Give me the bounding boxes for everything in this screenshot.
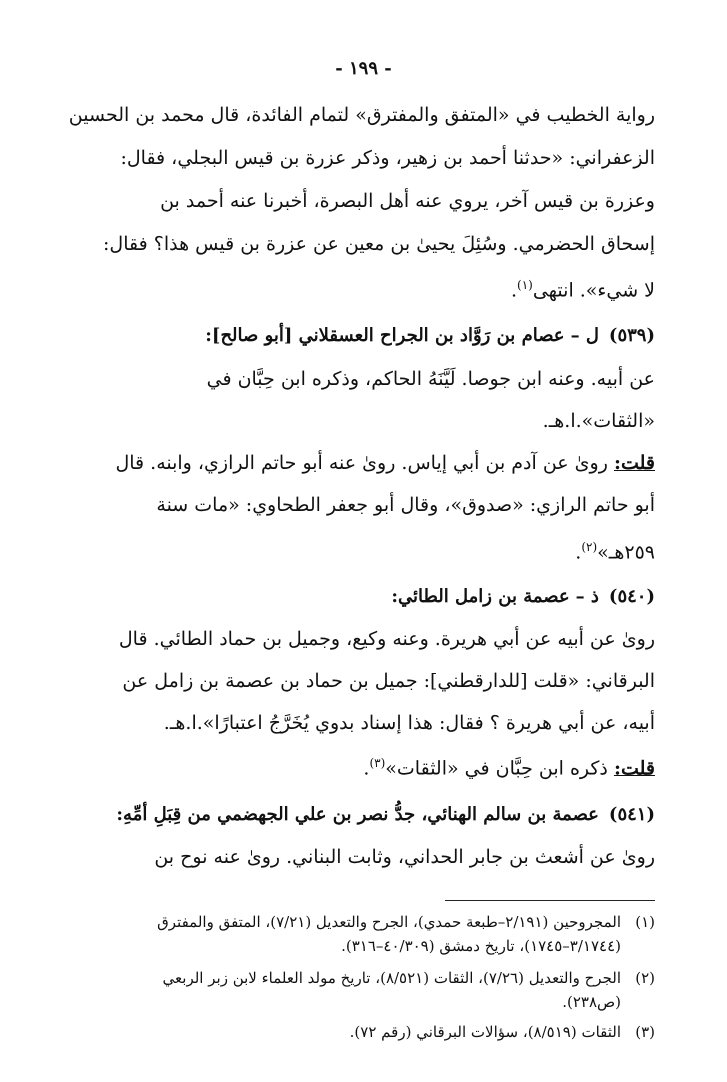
entry-number: (٥٣٩): [608, 325, 655, 346]
page-number: - ١٩٩ -: [335, 58, 392, 79]
footnote-text-cont: (ص٢٣٨).: [562, 993, 621, 1011]
footnote-text: الثقات (٨/٥١٩)، سؤالات البرقاني (رقم ٧٢).: [349, 1023, 621, 1041]
entry-prefix: ل –: [570, 325, 599, 346]
entry-number: (٥٤١): [608, 804, 655, 825]
entry-title: عصمة بن سالم الهنائي، جدُّ نصر بن علي الجهضمي من قِبَلِ أمِّهِ:: [116, 804, 599, 825]
footnote-3: [69, 1020, 655, 1044]
qultu-line: [69, 444, 655, 482]
entry-line: روىٰ عن أشعث بن جابر الحداني، وثابت البناني. روىٰ عنه نوح بن: [154, 846, 655, 868]
entry-heading-541: [69, 797, 655, 833]
footnote-text: الجرح والتعديل (٧/٢٦)، الثقات (٨/٥٢١)، تاريخ مولد العلماء لابن زبر الربعي: [162, 969, 621, 987]
footnote-ref: (١): [517, 278, 533, 292]
period: .: [510, 279, 517, 302]
footnote-number: (٢): [635, 969, 655, 987]
intro-line: وعزرة بن قيس آخر، يروي عنه أهل البصرة، أخبرنا عنه أحمد بن: [160, 190, 655, 212]
footnote-number: (١): [635, 913, 655, 931]
footnote-text-cont: (٣/١٧٤٤–١٧٤٥)، تاريخ دمشق (٤٠/٣٠٩–٣١٦).: [341, 937, 621, 955]
entry-line: «الثقات».ا.هـ.: [542, 410, 655, 432]
entry-line: عن أبيه. وعنه ابن جوصا. لَيَّنَهُ الحاكم، وذكره ابن حِبَّان في: [206, 368, 655, 390]
qultu-text: روىٰ عن آدم بن أبي إياس. روىٰ عنه أبو حاتم الرازي، وابنه. قال: [115, 452, 608, 474]
intro-line-last: [69, 266, 655, 304]
entry-title: عصام بن رَوَّاد بن الجراح العسقلاني [أبو صالح]:: [205, 325, 565, 346]
qultu-label: قلت:: [613, 757, 655, 780]
entry-prefix: ذ –: [575, 586, 599, 607]
entry-heading-539: [69, 318, 655, 354]
qultu-text: ذكره ابن حِبَّان في «الثقات»: [385, 757, 608, 780]
footnote-number: (٣): [635, 1023, 655, 1041]
footnote-ref: (٣): [369, 756, 386, 770]
entry-title: عصمة بن زامل الطائي:: [391, 586, 570, 607]
period: .: [363, 757, 370, 780]
footnote-2: [69, 966, 655, 1014]
intro-line: الزعفراني: «حدثنا أحمد بن زهير، وذكر عزرة بن قيس البجلي، فقال:: [120, 147, 655, 169]
intro-line: رواية الخطيب في «المتفق والمفترق» لتمام الفائدة، قال محمد بن الحسين: [69, 104, 655, 126]
entry-line: أبيه، عن أبي هريرة ؟ فقال: هذا إسناد بدوي يُخَرَّجُ اعتبارًا».ا.هـ.: [163, 712, 655, 734]
footnote-divider: [445, 900, 655, 901]
qultu-line-last: [69, 528, 655, 566]
qultu-label: قلت:: [613, 452, 655, 474]
entry-line: روىٰ عن أبيه عن أبي هريرة. وعنه وكيع، وجميل بن حماد الطائي. قال: [118, 628, 655, 650]
footnote-ref: (٢): [581, 540, 598, 554]
intro-line: إسحاق الحضرمي. وسُئِلَ يحيىٰ بن معين عن عزرة بن قيس هذا؟ فقال:: [103, 233, 655, 255]
footnote-text: المجروحين (٢/١٩١–طبعة حمدي)، الجرح والتعديل (٧/٢١)، المتفق والمفترق: [157, 913, 621, 931]
entry-number: (٥٤٠): [608, 586, 655, 607]
entry-line: البرقاني: «قلت [للدارقطني]: جميل بن حماد بن عصمة بن زامل عن: [122, 670, 655, 692]
footnote-1: [69, 910, 655, 958]
qultu-text: ٢٥٩هـ»: [597, 541, 655, 564]
intro-text: لا شيء». انتهى: [532, 279, 655, 302]
entry-heading-540: [69, 579, 655, 615]
period: .: [575, 541, 582, 564]
qultu-line: أبو حاتم الرازي: «صدوق»، وقال أبو جعفر الطحاوي: «مات سنة: [156, 494, 655, 516]
qultu-line-last: [69, 744, 655, 782]
